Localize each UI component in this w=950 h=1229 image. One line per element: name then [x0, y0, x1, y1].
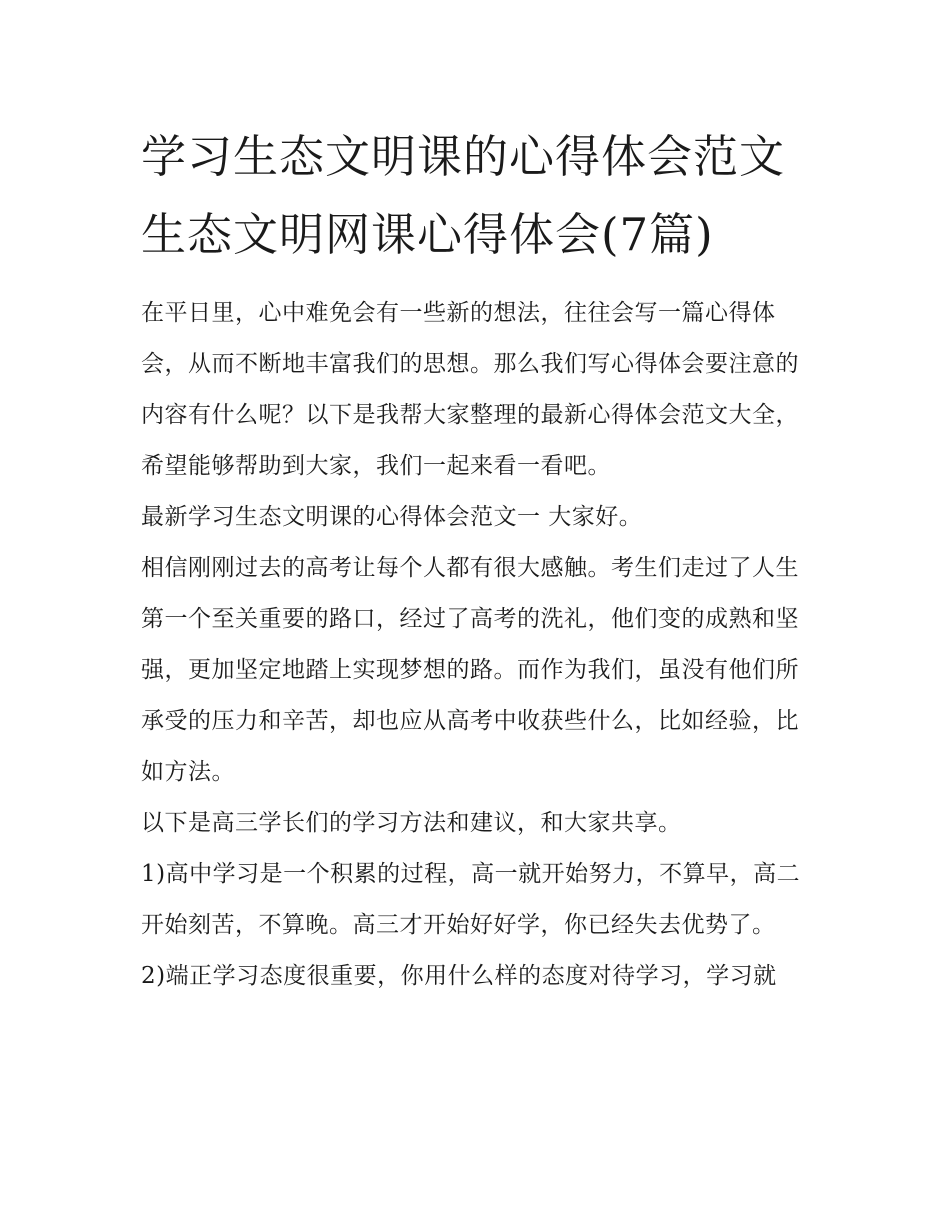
paragraph-gaokao: 相信刚刚过去的高考让每个人都有很大感触。考生们走过了人生第一个至关重要的路口，经过了高考的洗礼，他们变的成熟和坚强，更加坚定地踏上实现梦想的路。而作为我们，虽没有他们所承受的压力和辛苦，却也应从高考中收获些什么，比如经验，比如方法。 [141, 555, 799, 785]
document-page [141, 118, 816, 1002]
paragraph-point-2: 2)端正学习态度很重要，你用什么样的态度对待学习，学习就 [141, 963, 777, 989]
paragraph-intro: 在平日里，心中难免会有一些新的想法，往往会写一篇心得体会，从而不断地丰富我们的思想。那么我们写心得体会要注意的内容有什么呢？以下是我帮大家整理的最新心得体会范文大全，希望能够帮助到大家，我们一起来看一看吧。 [141, 300, 799, 479]
document-title: 学习生态文明课的心得体会范文 生态文明网课心得体会(7篇) [141, 130, 786, 261]
paragraph-point-1: 1)高中学习是一个积累的过程，高一就开始努力，不算早，高二开始刻苦，不算晚。高三才开始好好学，你已经失去优势了。 [141, 861, 801, 938]
paragraph-section-heading: 最新学习生态文明课的心得体会范文一 大家好。 [141, 504, 643, 530]
paragraph-share: 以下是高三学长们的学习方法和建议，和大家共享。 [141, 810, 682, 836]
